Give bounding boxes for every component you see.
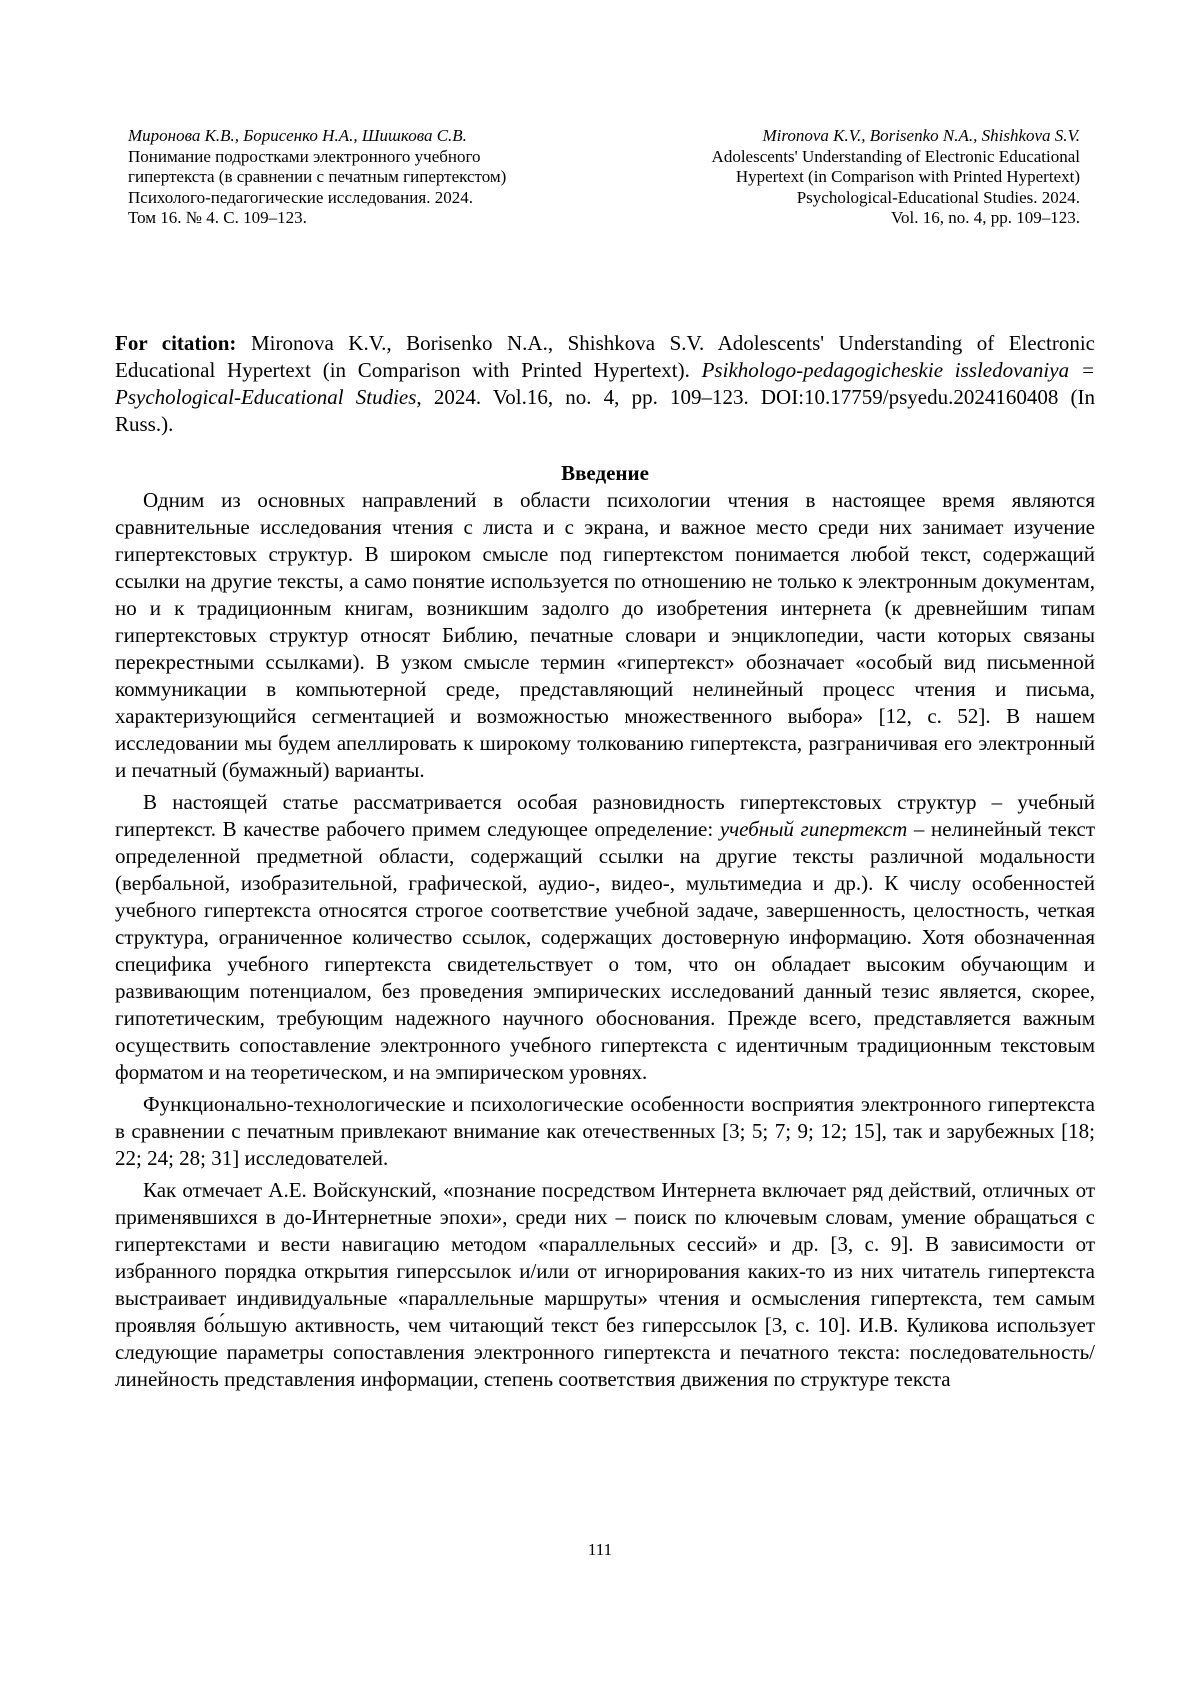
header-title-ru-line2: гипертекста (в сравнении с печатным гипертекстом) (128, 167, 507, 186)
header-issue-ru: Том 16. № 4. С. 109–123. (128, 208, 307, 227)
citation-block (115, 330, 1095, 438)
citation-journal: Psikhologo-pedagogicheskie issledovaniya = Psychological-Educational Studies (115, 358, 1095, 409)
paragraph-4: Как отмечает А.Е. Войскунский, «познание посредством Интернета включает ряд действий, отличных от применявшихся в до-Интернетные эпохи», среди них – поиск по ключевым словам, умение обращаться с гипертекстами и вести навигацию методом «параллельных сессий» и др. [3, с. 9]. В зависимости от избранного порядка открытия гиперссылок и/или от игнорирования каких-то из них читатель гипертекста выстраивает индивидуальные «параллельные маршруты» чтения и осмысления гипертекста, тем самым проявляя бо́льшую активность, чем читающий текст без гиперссылок [3, с. 10]. И.В. Куликова использует следующие параметры сопоставления электронного гипертекста и печатного текста: последовательность/линейность представления информации, степень соответствия движения по структуре текста (115, 1178, 1095, 1391)
header-title-en-line1: Adolescents' Understanding of Electronic Educational (711, 146, 1080, 166)
paragraph-1: Одним из основных направлений в области психологии чтения в настоящее время являются сравнительные исследования чтения с листа и с экрана, и важное место среди них занимает изучение гипертекстовых структур. В широком смысле под гипертекстом понимается любой текст, содержащий ссылки на другие тексты, а само понятие используется по отношению не только к электронным документам, но и к традиционным книгам, возникшим задолго до изобретения интернета (к древнейшим типам гипертекстовых структур относят Библию, печатные словари и энциклопедии, части которых связаны перекрестными ссылками). В узком смысле термин «гипертекст» обозначает «особый вид письменной коммуникации в компьютерной среде, представляющий нелинейный процесс чтения и письма, характеризующийся сегментацией и возможностью множественного выбора» [12, с. 52]. В нашем исследовании мы будем апеллировать к широкому толкованию гипертекста, разграничивая его электронный и печатный (бумажный) варианты. (115, 488, 1095, 782)
paragraph-2-term: учебный гипертекст (719, 817, 908, 841)
paragraph-2 (115, 789, 1095, 1086)
header-authors-ru: Миронова К.В., Борисенко Н.А., Шишкова С.В. (128, 126, 467, 145)
header-issue-en: Vol. 16, no. 4, pp. 109–123. (890, 208, 1080, 227)
citation-text-before: Mironova K.V., Borisenko N.A., Shishkova S.V. Adolescents' Understanding of Electronic Educational Hypertext (in Comparison with Printed Hypertext). (115, 331, 1096, 382)
header-title-en-line2: Hypertext (in Comparison with Printed Hypertext) (735, 167, 1080, 186)
citation-text-after: , 2024. Vol.16, no. 4, pp. 109–123. DOI:10.17759/psyedu.2024160408 (In Russ.). (115, 385, 1095, 436)
article-body (115, 330, 1095, 1398)
paragraph-3: Функционально-технологические и психологические особенности восприятия электронного гипертекста в сравнении с печатным привлекают внимание как отечественных [3; 5; 7; 9; 12; 15], так и зарубежных [18; 22; 24; 28; 31] исследователей. (115, 1092, 1095, 1170)
page-number: 111 (587, 1540, 613, 1559)
header-title-ru-line1: Понимание подростками электронного учебного (128, 146, 481, 166)
header-russian (128, 126, 506, 229)
paragraph-2-text-after: – нелинейный текст определенной предметной области, содержащий ссылки на другие тексты различной модальности (вербальной, изобразительной, графической, аудио-, видео-, мультимедиа и др.). К числу особенностей учебного гипертекста относятся строгое соответствие учебной задаче, завершенность, целостность, четкая структура, ограниченное количество ссылок, содержащих достоверную информацию. Хотя обозначенная специфика учебного гипертекста свидетельствует о том, что он обладает высоким обучающим и развивающим потенциалом, без проведения эмпирических исследований данный тезис является, скорее, гипотетическим, требующим надежного научного обоснования. Прежде всего, представляется важным осуществить сопоставление электронного учебного гипертекста с идентичным традиционным текстовым форматом и на теоретическом, и на эмпирическом уровнях. (115, 817, 1095, 1084)
header-journal-en: Psychological-Educational Studies. 2024. (796, 187, 1080, 207)
running-header (128, 126, 1080, 229)
section-title: Введение (561, 461, 649, 485)
paragraph-2-text-before: В настоящей статье рассматривается особая разновидность гипертекстовых структур – учебный гипертекст. В качестве рабочего примем следующее определение: (115, 790, 1095, 841)
header-authors-en: Mironova K.V., Borisenko N.A., Shishkova S.V. (762, 126, 1080, 145)
citation-label: For citation: (115, 331, 237, 355)
header-english (712, 126, 1080, 229)
header-journal-ru: Психолого-педагогические исследования. 2024. (128, 187, 473, 207)
